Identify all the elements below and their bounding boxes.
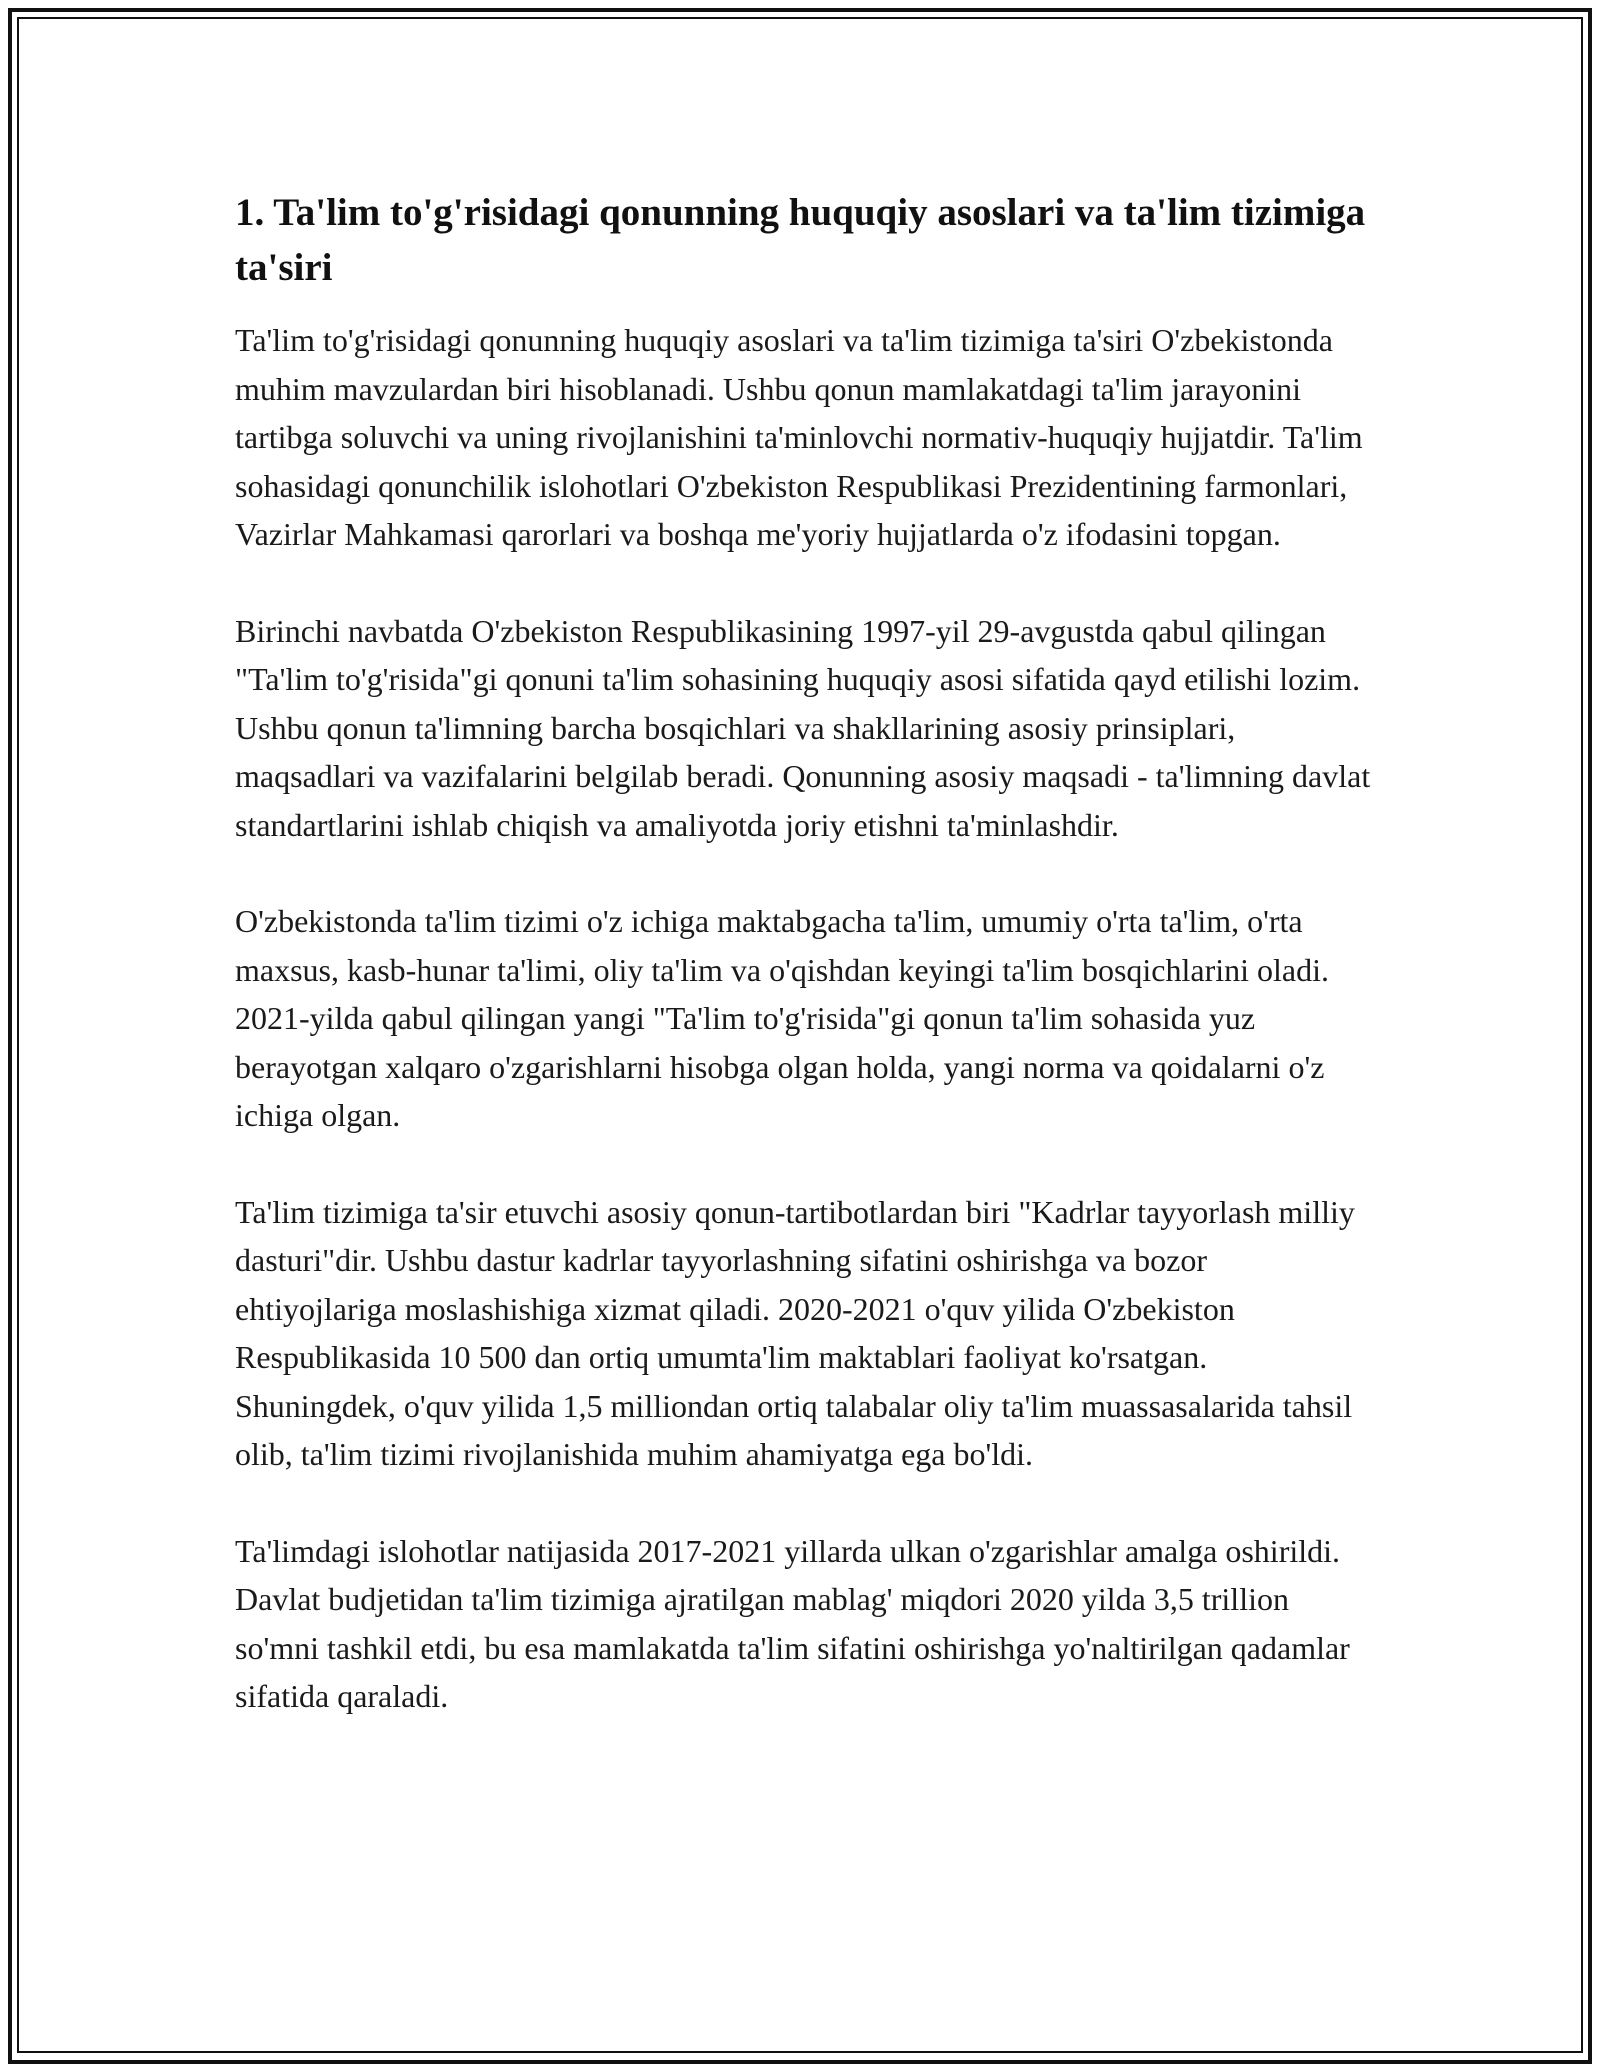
document-body: [235, 185, 1375, 1721]
section-heading: 1. Ta'lim to'g'risidagi qonunning huquqiy asoslari va ta'lim tizimiga ta'siri: [235, 191, 1366, 289]
paragraph-1: Ta'lim to'g'risidagi qonunning huquqiy asoslari va ta'lim tizimiga ta'siri O'zbekistonda muhim mavzulardan biri hisoblanadi. Ushbu qonun mamlakatdagi ta'lim jarayonini tartibga soluvchi va uning rivojlanishini ta'minlovchi normativ-huquqiy hujjatdir. Ta'lim sohasidagi qonunchilik islohotlari O'zbekiston Respublikasi Prezidentining farmonlari, Vazirlar Mahkamasi qarorlari va boshqa me'yoriy hujjatlarda o'z ifodasini topgan.: [235, 322, 1363, 552]
paragraph-4: Ta'lim tizimiga ta'sir etuvchi asosiy qonun-tartibotlardan biri "Kadrlar tayyorlash milliy dasturi"dir. Ushbu dastur kadrlar tayyorlashning sifatini oshirishga va bozor ehtiyojlariga moslashishiga xizmat qiladi. 2020-2021 o'quv yilida O'zbekiston Respublikasida 10 500 dan ortiq umumta'lim maktablari faoliyat ko'rsatgan. Shuningdek, o'quv yilida 1,5 milliondan ortiq talabalar oliy ta'lim muassasalarida tahsil olib, ta'lim tizimi rivojlanishida muhim ahamiyatga ega bo'ldi.: [235, 1193, 1355, 1472]
paragraph-5: Ta'limdagi islohotlar natijasida 2017-2021 yillarda ulkan o'zgarishlar amalga oshirildi. Davlat budjetidan ta'lim tizimiga ajratilgan mablag' miqdori 2020 yilda 3,5 trillion so'mni tashkil etdi, bu esa mamlakatda ta'lim sifatini oshirishga yo'naltirilgan qadamlar sifatida qaraladi.: [235, 1532, 1350, 1714]
paragraph-2: Birinchi navbatda O'zbekiston Respublikasining 1997-yil 29-avgustda qabul qilingan "Ta'lim to'g'risida"gi qonuni ta'lim sohasining huquqiy asosi sifatida qayd etilishi lozim. Ushbu qonun ta'limning barcha bosqichlari va shakllarining asosiy prinsiplari, maqsadlari va vazifalarini belgilab beradi. Qonunning asosiy maqsadi - ta'limning davlat standartlarini ishlab chiqish va amaliyotda joriy etishni ta'minlashdir.: [235, 612, 1371, 843]
paragraph-3: O'zbekistonda ta'lim tizimi o'z ichiga maktabgacha ta'lim, umumiy o'rta ta'lim, o'rta maxsus, kasb-hunar ta'limi, oliy ta'lim va o'qishdan keyingi ta'lim bosqichlarini oladi. 2021-yilda qabul qilingan yangi "Ta'lim to'g'risida"gi qonun ta'lim sohasida yuz berayotgan xalqaro o'zgarishlarni hisobga olgan holda, yangi norma va qoidalarni o'z ichiga olgan.: [235, 903, 1329, 1133]
